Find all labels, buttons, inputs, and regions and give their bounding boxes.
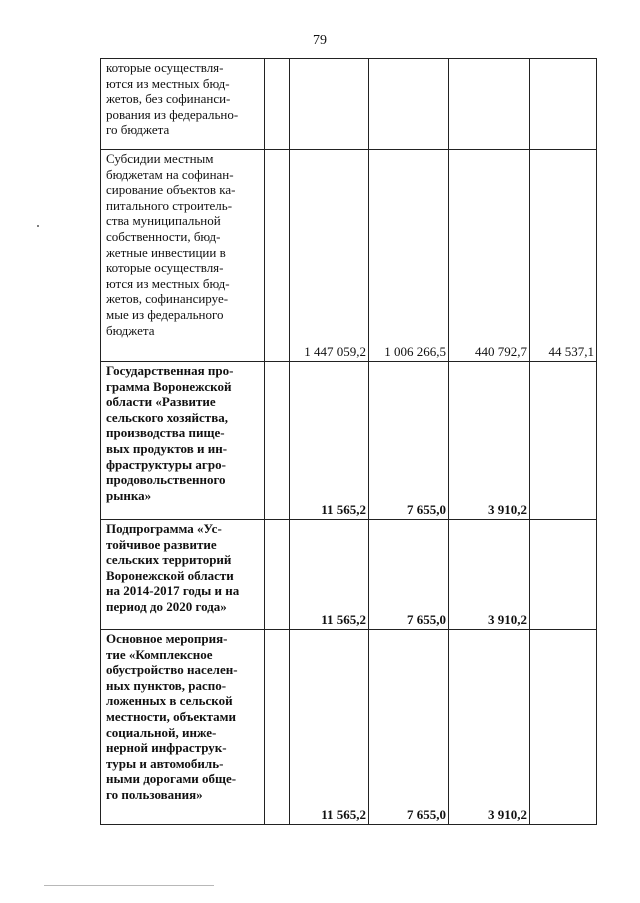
scan-speck	[37, 225, 39, 227]
description-line: рования из федерально-	[106, 106, 239, 122]
value-cell	[530, 59, 597, 150]
description-line: тойчивое развитие	[106, 536, 217, 552]
description-line: ложенных в сельской	[106, 693, 233, 709]
empty-cell	[265, 362, 290, 520]
description-line: Основное мероприя-	[106, 631, 228, 646]
description-line: фраструктуры агро-	[106, 456, 226, 472]
value-cell: 11 565,2	[290, 362, 369, 520]
description-line: области «Развитие	[106, 394, 216, 410]
value-cell: 1 447 059,2	[290, 150, 369, 362]
value-cell: 11 565,2	[290, 630, 369, 825]
empty-cell	[265, 59, 290, 150]
description-line: рынка»	[106, 487, 152, 503]
value-cell: 1 006 266,5	[369, 150, 449, 362]
table-row	[101, 520, 597, 630]
value-cell: 3 910,2	[449, 362, 530, 520]
description-line: жетов, без софинанси-	[106, 91, 231, 107]
description-line: ных пунктов, распо-	[106, 677, 227, 693]
description-line: социальной, инже-	[106, 724, 217, 740]
description-line: которые осуществля-	[106, 260, 224, 276]
description-line: вых продуктов и ин-	[106, 440, 228, 456]
description-line: бюджета	[106, 322, 155, 338]
empty-cell	[265, 630, 290, 825]
description-line: ными дорогами обще-	[106, 771, 237, 787]
description-line: на 2014-2017 годы и на	[106, 583, 240, 599]
value-cell: 440 792,7	[449, 150, 530, 362]
value-cell	[449, 59, 530, 150]
description-line: производства пище-	[106, 425, 225, 441]
table-row	[101, 630, 597, 825]
value-cell	[530, 520, 597, 630]
value-cell: 44 537,1	[530, 150, 597, 362]
description-line: сирование объектов ка-	[106, 182, 236, 198]
description-line: обустройство населен-	[106, 662, 238, 678]
bottom-rule	[44, 885, 214, 886]
row-description	[101, 59, 265, 150]
value-cell: 7 655,0	[369, 362, 449, 520]
description-line: ются из местных бюд-	[106, 275, 230, 291]
value-cell: 11 565,2	[290, 520, 369, 630]
description-line: ются из местных бюд-	[106, 75, 230, 91]
value-cell	[290, 59, 369, 150]
table-body	[101, 59, 597, 825]
budget-table	[100, 58, 597, 825]
description-line: бюджетам на софинан-	[106, 166, 234, 182]
value-cell: 3 910,2	[449, 630, 530, 825]
value-cell: 7 655,0	[369, 520, 449, 630]
description-line: Подпрограмма «Ус-	[106, 521, 222, 536]
description-line: нерной инфраструк-	[106, 740, 227, 756]
description-line: Субсидии местным	[106, 151, 214, 166]
row-description	[101, 150, 265, 362]
description-line: которые осуществля-	[106, 60, 224, 75]
description-line: го бюджета	[106, 122, 170, 138]
value-cell: 7 655,0	[369, 630, 449, 825]
value-cell: 3 910,2	[449, 520, 530, 630]
description-line: тие «Комплексное	[106, 646, 213, 662]
description-line: сельского хозяйства,	[106, 409, 228, 425]
description-line: сельских территорий	[106, 552, 232, 568]
row-description	[101, 520, 265, 630]
description-line: мые из федерального	[106, 306, 224, 322]
description-line: Воронежской области	[106, 567, 234, 583]
page-number: 79	[313, 33, 327, 48]
empty-cell	[265, 150, 290, 362]
value-cell	[369, 59, 449, 150]
description-line: собственности, бюд-	[106, 228, 221, 244]
value-cell	[530, 362, 597, 520]
description-line: туры и автомобиль-	[106, 755, 224, 771]
empty-cell	[265, 520, 290, 630]
description-line: ства муниципальной	[106, 213, 221, 229]
description-line: продовольственного	[106, 472, 226, 488]
description-line: го пользования»	[106, 786, 203, 802]
description-line: Государственная про-	[106, 363, 234, 378]
row-description	[101, 630, 265, 825]
description-line: жетов, софинансируе-	[106, 291, 229, 307]
value-cell	[530, 630, 597, 825]
description-line: грамма Воронежской	[106, 378, 232, 394]
table-row	[101, 150, 597, 362]
row-description	[101, 362, 265, 520]
table-row	[101, 59, 597, 150]
description-line: питального строитель-	[106, 197, 233, 213]
description-line: местности, объектами	[106, 708, 236, 724]
description-line: период до 2020 года»	[106, 598, 227, 614]
table-row	[101, 362, 597, 520]
description-line: жетные инвестиции в	[106, 244, 226, 260]
